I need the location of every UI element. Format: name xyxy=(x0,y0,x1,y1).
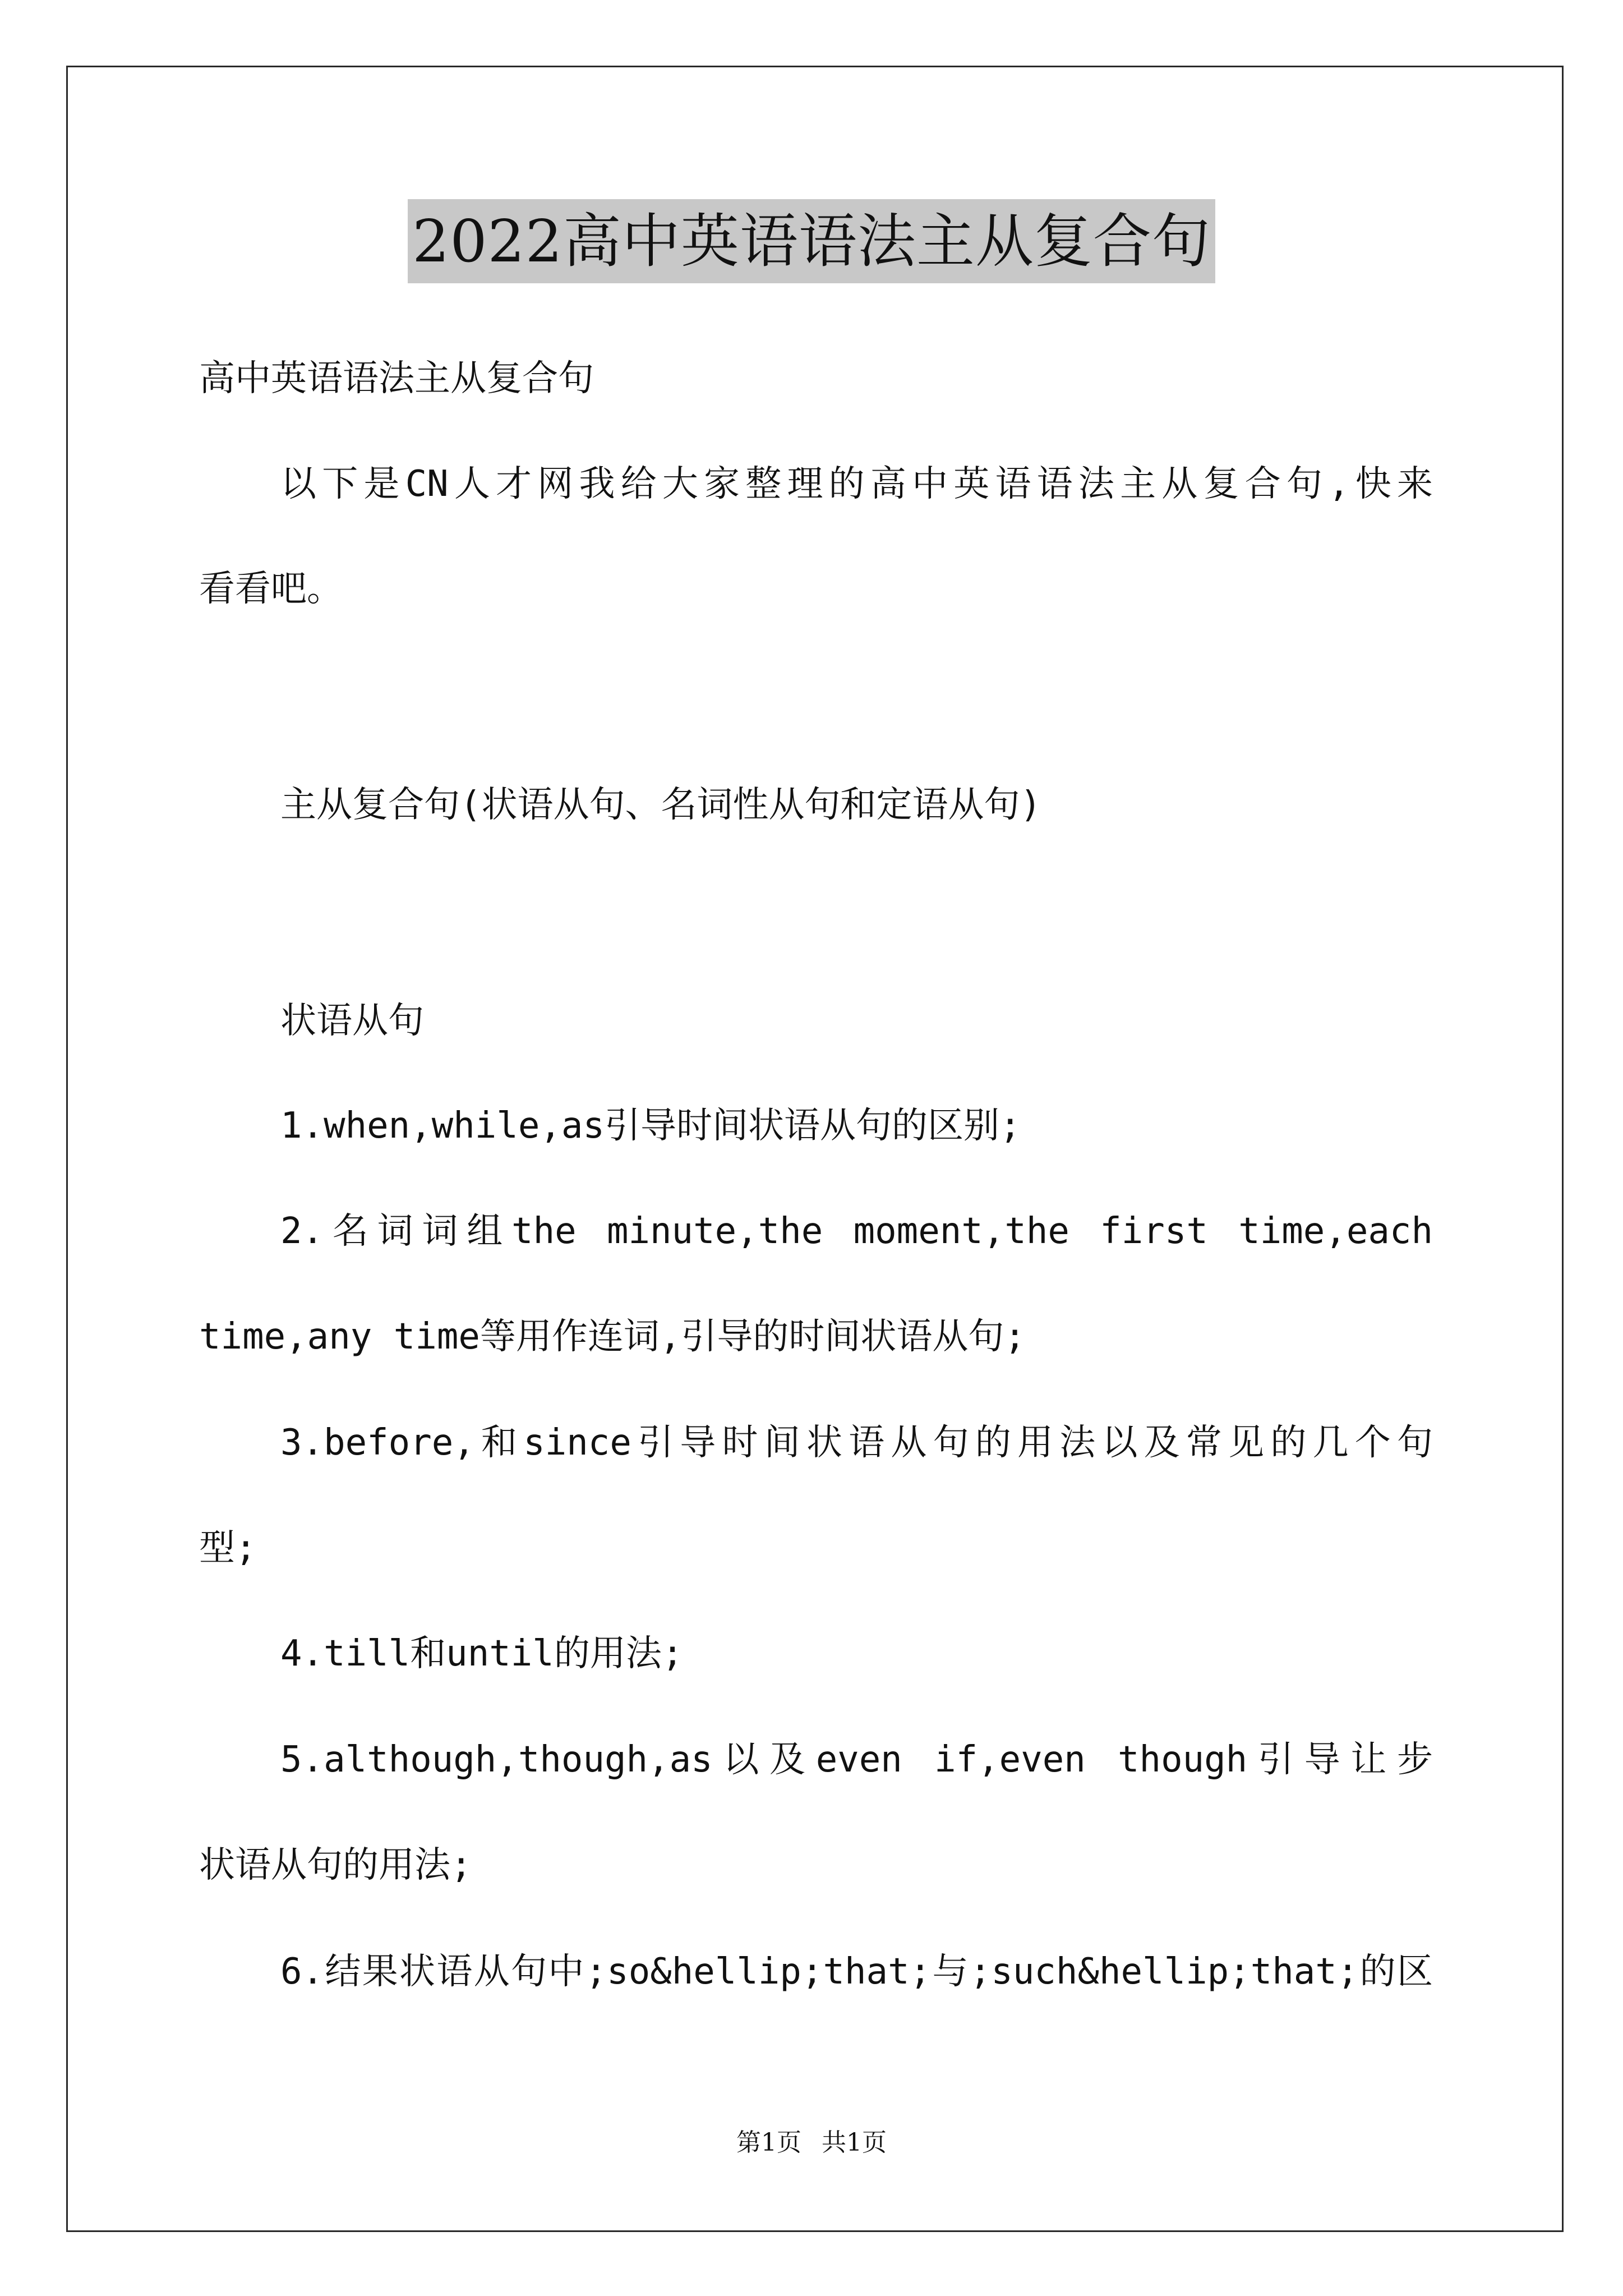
text-line-subtitle: 高中英语语法主从复合句 xyxy=(199,358,594,399)
page-number-total: 共1页 xyxy=(822,2128,887,2157)
text-line-item-1: 1.when,while,as引导时间状语从句的区别; xyxy=(280,1105,1021,1147)
text-line-intro-cont: 看看吧。 xyxy=(199,568,343,610)
document-title: 2022高中英语语法主从复合句 xyxy=(408,199,1215,283)
page-footer xyxy=(0,2126,1623,2160)
text-line-item-6: 6.结果状语从句中;so&hellip;that;与;such&hellip;that;的区 xyxy=(280,1951,1433,1993)
text-line-section-heading: 主从复合句(状语从句、名词性从句和定语从句) xyxy=(280,784,1042,826)
text-line-item-5: 5.although,though,as以及even if,even though引导让步 xyxy=(280,1739,1433,1780)
text-line-intro: 以下是CN人才网我给大家整理的高中英语语法主从复合句,快来 xyxy=(280,463,1433,505)
page-number-current: 第1页 xyxy=(736,2128,801,2157)
text-line-item-5-cont: 状语从句的用法; xyxy=(199,1844,472,1886)
text-line-item-3-cont: 型; xyxy=(199,1527,257,1569)
title-container xyxy=(0,199,1623,283)
text-line-item-3: 3.before,和since引导时间状语从句的用法以及常见的几个句 xyxy=(280,1422,1433,1464)
text-line-item-4: 4.till和until的用法; xyxy=(280,1633,684,1674)
text-line-subsection: 状语从句 xyxy=(280,1000,424,1042)
text-line-item-2-cont: time,any time等用作连词,引导的时间状语从句; xyxy=(199,1316,1026,1358)
text-line-item-2: 2.名词词组the minute,the moment,the first time,each xyxy=(280,1211,1433,1252)
